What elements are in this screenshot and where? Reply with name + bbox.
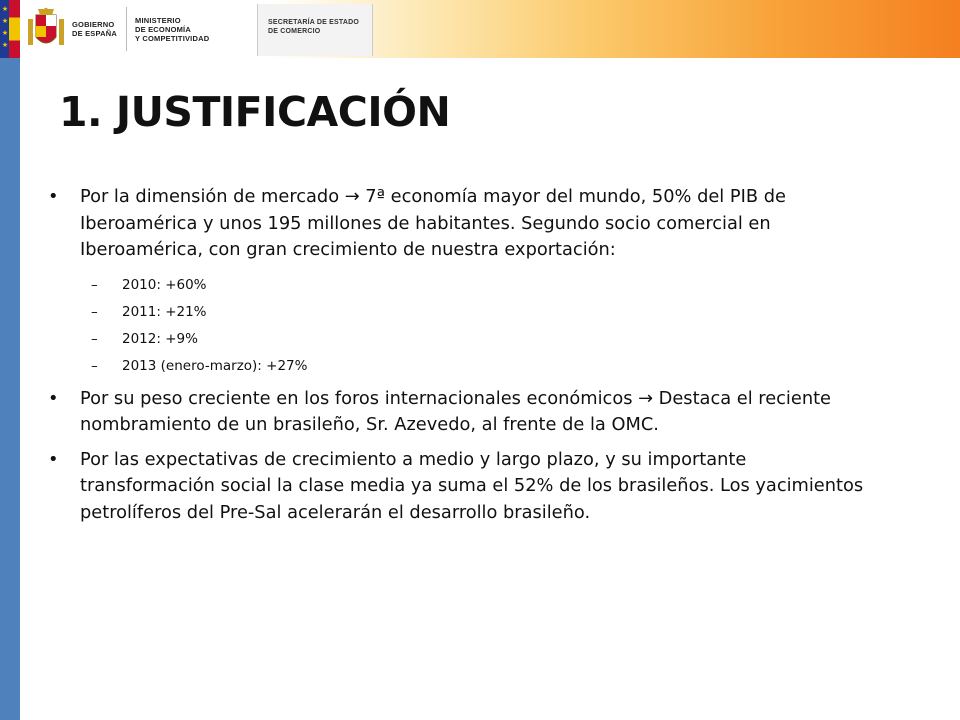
bullet-marker: • [48,387,59,409]
sub-item [44,272,904,299]
bullet-marker: • [48,186,59,207]
sub-marker: – [91,330,98,347]
sub-item [44,353,904,380]
sub-item [44,299,904,326]
header-band [0,0,960,58]
eu-spain-flag-icon: ★ ★ ★ ★ [0,0,20,58]
sub-item [44,326,904,353]
header-divider [126,7,127,51]
bullet-item [44,386,904,439]
sub-marker: – [91,303,98,320]
slide-title: 1. JUSTIFICACIÓN [59,88,451,136]
sub-marker: – [91,276,98,293]
sub-list [44,272,904,380]
sub-text: 2013 (enero-marzo): +27% [122,357,308,374]
side-strip [0,58,20,720]
sub-text: 2011: +21% [122,303,207,320]
ministry-name: MINISTERIO DE ECONOMÍA Y COMPETITIVIDAD [135,15,210,43]
bullet-text: Por su peso creciente en los foros internacionales económicos → Destaca el reciente nombramiento de un brasileño, Sr. Azevedo, al frente de la OMC. [80,387,831,435]
slide-content [44,184,904,526]
coat-of-arms-icon [26,7,66,51]
bullet-marker: • [48,448,59,470]
bullet-item [44,184,904,264]
government-logo [26,6,235,52]
sub-text: 2010: +60% [122,276,207,293]
bullet-text: Por las expectativas de crecimiento a medio y largo plazo, y su importante transformación social la clase media ya suma el 52% de los brasileños. Los yacimientos petrolíferos del Pre-Sal acelerarán el desarrollo brasileño. [80,448,864,523]
sub-marker: – [91,357,98,374]
secretary-box: SECRETARÍA DE ESTADO DE COMERCIO [257,4,373,56]
bullet-item [44,447,904,527]
government-name: GOBIERNO DE ESPAÑA [72,20,118,38]
sub-text: 2012: +9% [122,330,198,347]
bullet-text: Por la dimensión de mercado → 7ª economía mayor del mundo, 50% del PIB de Iberoamérica y unos 195 millones de habitantes. Segundo socio comercial en Iberoamérica, con gran crecimiento de nuestra exportación: [80,186,786,260]
